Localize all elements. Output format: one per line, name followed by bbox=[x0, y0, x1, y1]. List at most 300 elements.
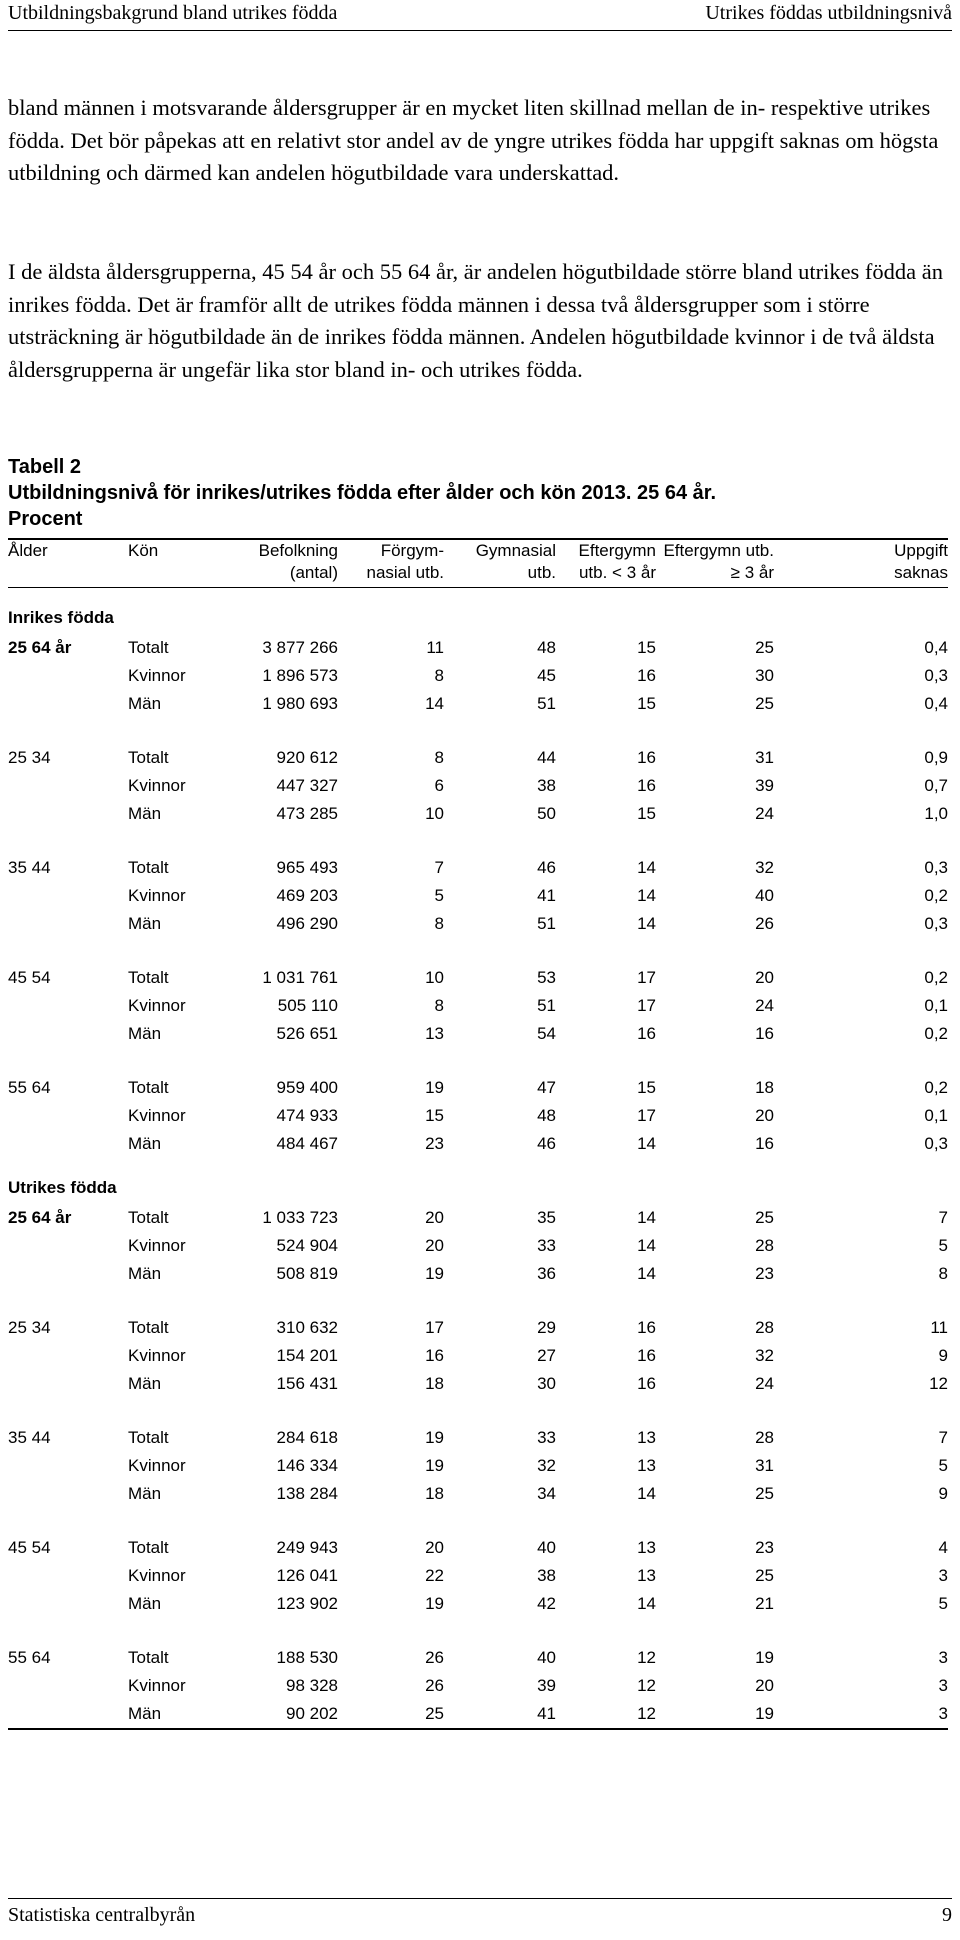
page-number: 9 bbox=[942, 1904, 952, 1926]
pop-cell: 188 530 bbox=[276, 1648, 338, 1667]
eft-ge-cell: 23 bbox=[755, 1538, 774, 1557]
missing-cell: 0,1 bbox=[924, 1106, 948, 1125]
missing-cell: 0,3 bbox=[924, 858, 948, 877]
missing-cell: 11 bbox=[930, 1318, 948, 1337]
missing-cell: 0,2 bbox=[924, 886, 948, 905]
gym-cell: 48 bbox=[537, 1106, 556, 1125]
eft-lt-cell: 16 bbox=[637, 748, 656, 767]
col-eft-ge-sub: ≥ 3 år bbox=[656, 562, 774, 588]
forgym-cell: 18 bbox=[425, 1484, 444, 1503]
col-missing-sub: saknas bbox=[774, 562, 948, 588]
table-row bbox=[8, 1314, 948, 1342]
eft-lt-cell: 13 bbox=[637, 1428, 656, 1447]
eft-ge-cell: 28 bbox=[755, 1428, 774, 1447]
eft-lt-cell: 14 bbox=[637, 914, 656, 933]
pop-cell: 447 327 bbox=[276, 776, 338, 795]
missing-cell: 1,0 bbox=[924, 804, 948, 823]
forgym-cell: 19 bbox=[425, 1264, 444, 1283]
pop-cell: 920 612 bbox=[276, 748, 338, 767]
eft-ge-cell: 31 bbox=[755, 748, 774, 767]
sex-cell: Män bbox=[128, 1264, 162, 1283]
gym-cell: 51 bbox=[537, 996, 556, 1015]
header-right: Utrikes föddas utbildningsnivå bbox=[705, 2, 952, 24]
eft-ge-cell: 39 bbox=[755, 776, 774, 795]
missing-cell: 0,2 bbox=[924, 1078, 948, 1097]
pop-cell: 526 651 bbox=[276, 1024, 338, 1043]
missing-cell: 7 bbox=[938, 1428, 948, 1447]
pop-cell: 126 041 bbox=[276, 1566, 338, 1585]
sex-cell: Totalt bbox=[128, 748, 169, 767]
age-cell: 25 34 bbox=[8, 748, 51, 767]
col-eft-lt-sub: utb. < 3 år bbox=[556, 562, 656, 588]
age-cell bbox=[8, 1562, 128, 1590]
pop-cell: 1 033 723 bbox=[262, 1208, 338, 1227]
eft-ge-cell: 21 bbox=[755, 1594, 774, 1613]
table-row bbox=[8, 662, 948, 690]
sex-cell: Kvinnor bbox=[128, 1346, 186, 1365]
section-row bbox=[8, 588, 948, 635]
header-row-1 bbox=[8, 539, 948, 562]
eft-ge-cell: 19 bbox=[656, 1700, 774, 1729]
col-sex: Kön bbox=[128, 539, 218, 562]
missing-cell: 0,9 bbox=[924, 748, 948, 767]
eft-lt-cell: 14 bbox=[637, 1208, 656, 1227]
eft-lt-cell: 16 bbox=[637, 666, 656, 685]
sex-cell: Kvinnor bbox=[128, 776, 186, 795]
pop-cell: 98 328 bbox=[286, 1676, 338, 1695]
pop-cell: 496 290 bbox=[276, 914, 338, 933]
eft-lt-cell: 15 bbox=[637, 638, 656, 657]
sex-cell: Kvinnor bbox=[128, 996, 186, 1015]
eft-lt-cell: 12 bbox=[637, 1676, 656, 1695]
sex-cell: Män bbox=[128, 1700, 218, 1729]
sex-cell: Män bbox=[128, 804, 162, 823]
eft-lt-cell: 17 bbox=[637, 1106, 656, 1125]
eft-lt-cell: 16 bbox=[637, 1346, 656, 1365]
table-row bbox=[8, 1590, 948, 1618]
table-row bbox=[8, 1480, 948, 1508]
age-cell bbox=[8, 1342, 128, 1370]
sex-cell: Totalt bbox=[128, 1538, 169, 1557]
pop-cell: 1 980 693 bbox=[262, 694, 338, 713]
sex-cell: Män bbox=[128, 1134, 162, 1153]
table-label: Tabell 2 bbox=[8, 456, 81, 478]
gym-cell: 42 bbox=[537, 1594, 556, 1613]
eft-ge-cell: 26 bbox=[755, 914, 774, 933]
age-cell bbox=[8, 1590, 128, 1618]
table-row bbox=[8, 1342, 948, 1370]
forgym-cell: 18 bbox=[425, 1374, 444, 1393]
eft-ge-cell: 32 bbox=[755, 858, 774, 877]
eft-ge-cell: 24 bbox=[755, 804, 774, 823]
gym-cell: 40 bbox=[537, 1538, 556, 1557]
eft-lt-cell: 15 bbox=[637, 804, 656, 823]
sex-cell: Kvinnor bbox=[128, 666, 186, 685]
missing-cell: 0,3 bbox=[924, 1134, 948, 1153]
age-cell: 35 44 bbox=[8, 858, 51, 877]
footer-left: Statistiska centralbyrån bbox=[8, 1904, 196, 1926]
forgym-cell: 19 bbox=[425, 1456, 444, 1475]
age-cell bbox=[8, 800, 128, 828]
col-pop-sub: (antal) bbox=[218, 562, 338, 588]
eft-ge-cell: 28 bbox=[755, 1236, 774, 1255]
eft-lt-cell: 13 bbox=[637, 1566, 656, 1585]
table-row bbox=[8, 992, 948, 1020]
gym-cell: 50 bbox=[537, 804, 556, 823]
eft-ge-cell: 31 bbox=[755, 1456, 774, 1475]
sex-cell: Kvinnor bbox=[128, 1566, 186, 1585]
forgym-cell: 26 bbox=[425, 1676, 444, 1695]
age-cell bbox=[8, 690, 128, 718]
section-row bbox=[8, 1158, 948, 1204]
table-title: Utbildningsnivå för inrikes/utrikes födda efter ålder och kön 2013. 25 64 år. bbox=[8, 482, 717, 504]
gym-cell: 47 bbox=[537, 1078, 556, 1097]
missing-cell: 3 bbox=[938, 1648, 948, 1667]
pop-cell: 90 202 bbox=[218, 1700, 338, 1729]
header-left: Utbildningsbakgrund bland utrikes födda bbox=[8, 2, 338, 24]
missing-cell: 0,2 bbox=[924, 1024, 948, 1043]
col-age: Ålder bbox=[8, 539, 128, 562]
table-row bbox=[8, 854, 948, 882]
pop-cell: 959 400 bbox=[276, 1078, 338, 1097]
forgym-cell: 25 bbox=[338, 1700, 444, 1729]
eft-ge-cell: 20 bbox=[755, 1106, 774, 1125]
pop-cell: 3 877 266 bbox=[262, 638, 338, 657]
pop-cell: 508 819 bbox=[276, 1264, 338, 1283]
sex-cell: Totalt bbox=[128, 1318, 169, 1337]
forgym-cell: 19 bbox=[425, 1078, 444, 1097]
age-cell bbox=[8, 1370, 128, 1398]
table-row bbox=[8, 1644, 948, 1672]
gym-cell: 41 bbox=[444, 1700, 556, 1729]
table-row bbox=[8, 1452, 948, 1480]
age-cell bbox=[8, 992, 128, 1020]
sex-cell: Kvinnor bbox=[128, 886, 186, 905]
table-row bbox=[8, 1232, 948, 1260]
eft-lt-cell: 14 bbox=[637, 858, 656, 877]
forgym-cell: 16 bbox=[425, 1346, 444, 1365]
missing-cell: 12 bbox=[929, 1374, 948, 1393]
sex-cell: Totalt bbox=[128, 858, 169, 877]
section-label: Utrikes födda bbox=[8, 1178, 117, 1197]
pop-cell: 249 943 bbox=[276, 1538, 338, 1557]
sex-cell: Män bbox=[128, 694, 162, 713]
col-eft-ge: Eftergymn utb. bbox=[656, 539, 774, 562]
forgym-cell: 10 bbox=[425, 968, 444, 987]
gym-cell: 38 bbox=[537, 776, 556, 795]
age-cell: 45 54 bbox=[8, 968, 51, 987]
missing-cell: 9 bbox=[938, 1484, 948, 1503]
sex-cell: Män bbox=[128, 1484, 162, 1503]
eft-ge-cell: 25 bbox=[755, 694, 774, 713]
gym-cell: 44 bbox=[537, 748, 556, 767]
gym-cell: 29 bbox=[537, 1318, 556, 1337]
forgym-cell: 19 bbox=[425, 1428, 444, 1447]
col-missing: Uppgift bbox=[774, 539, 948, 562]
missing-cell: 3 bbox=[938, 1566, 948, 1585]
age-cell: 45 54 bbox=[8, 1538, 51, 1557]
eft-lt-cell: 14 bbox=[637, 1484, 656, 1503]
pop-cell: 524 904 bbox=[276, 1236, 338, 1255]
forgym-cell: 6 bbox=[434, 776, 444, 795]
table-row bbox=[8, 1424, 948, 1452]
sex-cell: Totalt bbox=[128, 638, 169, 657]
eft-lt-cell: 14 bbox=[637, 1236, 656, 1255]
forgym-cell: 5 bbox=[434, 886, 444, 905]
forgym-cell: 20 bbox=[425, 1208, 444, 1227]
table-unit: Procent bbox=[8, 508, 83, 530]
gym-cell: 41 bbox=[537, 886, 556, 905]
gym-cell: 33 bbox=[537, 1236, 556, 1255]
eft-ge-cell: 20 bbox=[755, 968, 774, 987]
sex-cell: Män bbox=[128, 1594, 162, 1613]
eft-lt-cell: 13 bbox=[637, 1456, 656, 1475]
pop-cell: 1 896 573 bbox=[262, 666, 338, 685]
pop-cell: 154 201 bbox=[276, 1346, 338, 1365]
sex-cell: Kvinnor bbox=[128, 1106, 186, 1125]
table-row bbox=[8, 1700, 948, 1729]
forgym-cell: 7 bbox=[434, 858, 444, 877]
sex-cell: Kvinnor bbox=[128, 1236, 186, 1255]
age-cell bbox=[8, 882, 128, 910]
footer-rule bbox=[8, 1898, 952, 1899]
eft-ge-cell: 20 bbox=[755, 1676, 774, 1695]
pop-cell: 284 618 bbox=[276, 1428, 338, 1447]
pop-cell: 484 467 bbox=[276, 1134, 338, 1153]
table-row bbox=[8, 1562, 948, 1590]
gym-cell: 53 bbox=[537, 968, 556, 987]
forgym-cell: 10 bbox=[425, 804, 444, 823]
col-forgym-sub: nasial utb. bbox=[338, 562, 444, 588]
header-rule bbox=[8, 30, 952, 31]
eft-lt-cell: 15 bbox=[637, 694, 656, 713]
missing-cell: 5 bbox=[938, 1456, 948, 1475]
table-row bbox=[8, 1020, 948, 1048]
forgym-cell: 15 bbox=[425, 1106, 444, 1125]
table-row bbox=[8, 1534, 948, 1562]
eft-lt-cell: 12 bbox=[637, 1648, 656, 1667]
eft-ge-cell: 18 bbox=[755, 1078, 774, 1097]
table-row bbox=[8, 772, 948, 800]
age-cell bbox=[8, 1260, 128, 1288]
missing-cell: 8 bbox=[938, 1264, 948, 1283]
missing-cell: 0,1 bbox=[924, 996, 948, 1015]
missing-cell: 0,3 bbox=[924, 914, 948, 933]
age-cell: 55 64 bbox=[8, 1078, 51, 1097]
table-row bbox=[8, 800, 948, 828]
sex-cell: Totalt bbox=[128, 1428, 169, 1447]
age-cell bbox=[8, 910, 128, 938]
forgym-cell: 19 bbox=[425, 1594, 444, 1613]
sex-cell: Män bbox=[128, 1374, 162, 1393]
col-pop: Befolkning bbox=[218, 539, 338, 562]
eft-lt-cell: 14 bbox=[637, 886, 656, 905]
eft-ge-cell: 25 bbox=[755, 1208, 774, 1227]
forgym-cell: 13 bbox=[425, 1024, 444, 1043]
table-row bbox=[8, 744, 948, 772]
eft-lt-cell: 12 bbox=[556, 1700, 656, 1729]
missing-cell: 3 bbox=[774, 1700, 948, 1729]
gym-cell: 32 bbox=[537, 1456, 556, 1475]
missing-cell: 0,4 bbox=[924, 694, 948, 713]
age-cell bbox=[8, 1130, 128, 1158]
eft-lt-cell: 14 bbox=[637, 1134, 656, 1153]
age-cell bbox=[8, 1232, 128, 1260]
table-row bbox=[8, 1204, 948, 1232]
missing-cell: 0,3 bbox=[924, 666, 948, 685]
gym-cell: 40 bbox=[537, 1648, 556, 1667]
age-cell bbox=[8, 772, 128, 800]
gym-cell: 34 bbox=[537, 1484, 556, 1503]
pop-cell: 473 285 bbox=[276, 804, 338, 823]
missing-cell: 9 bbox=[938, 1346, 948, 1365]
gym-cell: 35 bbox=[537, 1208, 556, 1227]
section-label: Inrikes födda bbox=[8, 608, 114, 627]
age-cell: 35 44 bbox=[8, 1428, 51, 1447]
pop-cell: 469 203 bbox=[276, 886, 338, 905]
page-footer bbox=[8, 1904, 952, 1927]
gym-cell: 46 bbox=[537, 1134, 556, 1153]
pop-cell: 505 110 bbox=[277, 996, 338, 1015]
sex-cell: Totalt bbox=[128, 1208, 169, 1227]
table-row bbox=[8, 910, 948, 938]
eft-ge-cell: 16 bbox=[755, 1024, 774, 1043]
gym-cell: 51 bbox=[537, 694, 556, 713]
table-row bbox=[8, 1672, 948, 1700]
age-cell bbox=[8, 1452, 128, 1480]
gym-cell: 27 bbox=[537, 1346, 556, 1365]
age-cell bbox=[8, 1102, 128, 1130]
forgym-cell: 26 bbox=[425, 1648, 444, 1667]
eft-lt-cell: 16 bbox=[637, 1374, 656, 1393]
gym-cell: 39 bbox=[537, 1676, 556, 1695]
eft-ge-cell: 24 bbox=[755, 996, 774, 1015]
sex-cell: Kvinnor bbox=[128, 1676, 186, 1695]
pop-cell: 310 632 bbox=[276, 1318, 338, 1337]
age-cell: 25 64 år bbox=[8, 638, 72, 657]
sex-cell: Män bbox=[128, 914, 162, 933]
missing-cell: 5 bbox=[938, 1594, 948, 1613]
gym-cell: 51 bbox=[537, 914, 556, 933]
forgym-cell: 20 bbox=[425, 1538, 444, 1557]
missing-cell: 0,2 bbox=[924, 968, 948, 987]
missing-cell: 0,7 bbox=[924, 776, 948, 795]
missing-cell: 0,4 bbox=[924, 638, 948, 657]
missing-cell: 7 bbox=[938, 1208, 948, 1227]
col-forgym: Förgym- bbox=[338, 539, 444, 562]
age-cell bbox=[8, 662, 128, 690]
pop-cell: 138 284 bbox=[276, 1484, 338, 1503]
paragraph-1: bland männen i motsvarande åldersgrupper är en mycket liten skillnad mellan de in- respektive utrikes födda. Det bör påpekas att en relativt stor andel av de yngre utrikes födda har uppgift saknas om högsta utbildning och därmed kan andelen högutbildade vara underskattad. bbox=[8, 95, 939, 185]
table-row bbox=[8, 1260, 948, 1288]
age-cell bbox=[8, 1480, 128, 1508]
eft-ge-cell: 25 bbox=[755, 638, 774, 657]
eft-lt-cell: 13 bbox=[637, 1538, 656, 1557]
age-cell bbox=[8, 1700, 128, 1729]
eft-lt-cell: 15 bbox=[637, 1078, 656, 1097]
table-row bbox=[8, 1074, 948, 1102]
header-row-2 bbox=[8, 562, 948, 588]
eft-lt-cell: 16 bbox=[637, 776, 656, 795]
forgym-cell: 8 bbox=[434, 996, 444, 1015]
eft-lt-cell: 17 bbox=[637, 996, 656, 1015]
sex-cell: Totalt bbox=[128, 1648, 169, 1667]
age-cell: 25 34 bbox=[8, 1318, 51, 1337]
sex-cell: Kvinnor bbox=[128, 1456, 186, 1475]
forgym-cell: 8 bbox=[434, 914, 444, 933]
forgym-cell: 8 bbox=[434, 748, 444, 767]
running-header bbox=[0, 0, 960, 32]
eft-ge-cell: 30 bbox=[755, 666, 774, 685]
eft-ge-cell: 28 bbox=[755, 1318, 774, 1337]
table-row bbox=[8, 882, 948, 910]
eft-ge-cell: 32 bbox=[755, 1346, 774, 1365]
eft-lt-cell: 17 bbox=[637, 968, 656, 987]
eft-ge-cell: 25 bbox=[755, 1566, 774, 1585]
forgym-cell: 8 bbox=[434, 666, 444, 685]
col-gym: Gymnasial bbox=[444, 539, 556, 562]
age-cell bbox=[8, 1020, 128, 1048]
missing-cell: 4 bbox=[938, 1538, 948, 1557]
eft-lt-cell: 14 bbox=[637, 1594, 656, 1613]
pop-cell: 146 334 bbox=[276, 1456, 338, 1475]
table-row bbox=[8, 1102, 948, 1130]
eft-ge-cell: 25 bbox=[755, 1484, 774, 1503]
eft-ge-cell: 16 bbox=[755, 1134, 774, 1153]
sex-cell: Totalt bbox=[128, 1078, 169, 1097]
col-gym-sub: utb. bbox=[444, 562, 556, 588]
forgym-cell: 23 bbox=[425, 1134, 444, 1153]
table-body bbox=[8, 588, 948, 1730]
eft-ge-cell: 19 bbox=[755, 1648, 774, 1667]
table-row bbox=[8, 690, 948, 718]
paragraph-2: I de äldsta åldersgrupperna, 45 54 år och 55 64 år, är andelen högutbildade större bland utrikes födda än inrikes födda. Det är framför allt de utrikes födda männen i dessa två åldersgrupper som i större utsträckning är högutbildade än de inrikes födda männen. Andelen högutbildade kvinnor i de två äldsta åldersgrupperna är ungefär lika stor bland in- och utrikes födda. bbox=[8, 259, 944, 382]
gym-cell: 45 bbox=[537, 666, 556, 685]
pop-cell: 1 031 761 bbox=[262, 968, 338, 987]
age-cell: 55 64 bbox=[8, 1648, 51, 1667]
forgym-cell: 11 bbox=[426, 638, 444, 657]
col-eft-lt: Eftergymn bbox=[556, 539, 656, 562]
age-cell: 25 64 år bbox=[8, 1208, 72, 1227]
gym-cell: 46 bbox=[537, 858, 556, 877]
forgym-cell: 22 bbox=[425, 1566, 444, 1585]
gym-cell: 38 bbox=[537, 1566, 556, 1585]
eft-lt-cell: 16 bbox=[637, 1024, 656, 1043]
sex-cell: Totalt bbox=[128, 968, 169, 987]
table-row bbox=[8, 1370, 948, 1398]
table-row bbox=[8, 634, 948, 662]
gym-cell: 33 bbox=[537, 1428, 556, 1447]
pop-cell: 965 493 bbox=[276, 858, 338, 877]
gym-cell: 54 bbox=[537, 1024, 556, 1043]
forgym-cell: 17 bbox=[425, 1318, 444, 1337]
gym-cell: 36 bbox=[537, 1264, 556, 1283]
table-row bbox=[8, 1130, 948, 1158]
eft-lt-cell: 14 bbox=[637, 1264, 656, 1283]
missing-cell: 3 bbox=[938, 1676, 948, 1695]
eft-lt-cell: 16 bbox=[637, 1318, 656, 1337]
table-row bbox=[8, 964, 948, 992]
forgym-cell: 14 bbox=[425, 694, 444, 713]
eft-ge-cell: 40 bbox=[755, 886, 774, 905]
pop-cell: 156 431 bbox=[276, 1374, 338, 1393]
pop-cell: 474 933 bbox=[276, 1106, 338, 1125]
eft-ge-cell: 23 bbox=[755, 1264, 774, 1283]
age-cell bbox=[8, 1672, 128, 1700]
eft-ge-cell: 24 bbox=[755, 1374, 774, 1393]
gym-cell: 48 bbox=[537, 638, 556, 657]
forgym-cell: 20 bbox=[425, 1236, 444, 1255]
